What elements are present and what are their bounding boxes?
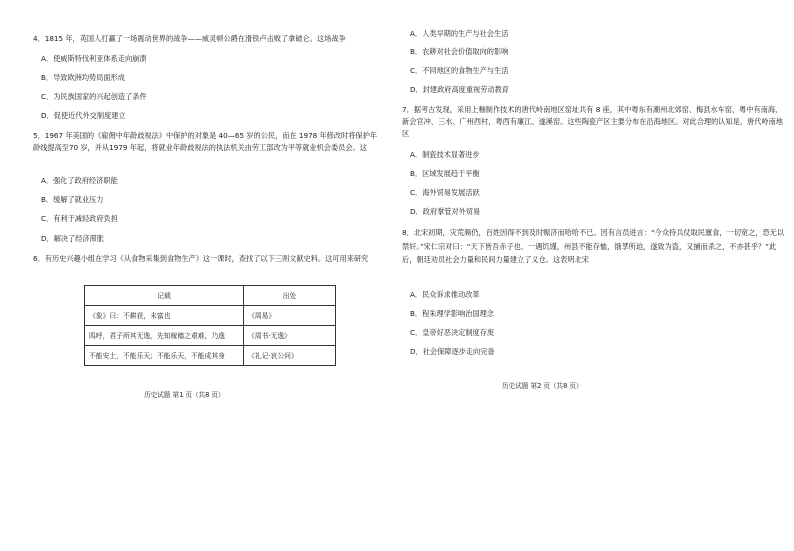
table-cell-source: 《周书·无逸》 (244, 326, 336, 346)
question-7-stem: 7．据考古发现，采用上釉制作技术的唐代岭南地区窑址共有 8 座，其中粤东有潮州北郊窑、梅县水车窑，粤中有南海、新会官冲、三水、广州西村，粤西有廉江、遂溪窑。这些陶瓷产区主要分布在沿海地区。对此合理的认知是，唐代岭南地区 (402, 105, 783, 138)
question-8-option-b: B．程朱理学影响治国理念 (410, 309, 494, 318)
question-7-option-c: C．海外贸易发展活跃 (410, 188, 480, 197)
table-row (85, 346, 336, 366)
question-5-option-a: A．强化了政府经济职能 (41, 176, 118, 185)
right-page (397, 0, 794, 551)
question-5-option-d: D．解决了经济滞胀 (41, 234, 105, 243)
table-row (85, 306, 336, 326)
question-6-option-d: D．封建政府高度重视劳动教育 (410, 85, 509, 94)
source-table (84, 285, 336, 366)
question-6-option-b: B．农耕对社会价值取向的影响 (410, 47, 509, 56)
question-4-option-c: C．为民族国家的兴起创造了条件 (41, 92, 147, 101)
question-5-option-b: B．缓解了就业压力 (41, 195, 104, 204)
question-6-option-c: C．不同地区的食物生产与生活 (410, 66, 509, 75)
table-header-source: 出处 (244, 286, 336, 306)
question-6-stem: 6．有历史兴趣小组在学习《从食物采集到食物生产》这一课时，查找了以下三则文献史料。这可用来研究 (33, 254, 369, 263)
table-cell-source: 《礼记·哀公问》 (244, 346, 336, 366)
table-cell-record: 不能安土，不能乐天；不能乐天，不能成其身 (85, 346, 244, 366)
question-4-option-b: B．导致欧洲均势局面形成 (41, 73, 125, 82)
question-6-option-a: A．人类早期的生产与社会生活 (410, 29, 509, 38)
page-footer-1: 历史试题 第1 页（共8 页） (144, 391, 225, 399)
table-cell-record: 呜呼，君子所其无逸，先知稼穑之艰难，乃逸 (85, 326, 244, 346)
question-5-stem: 5．1967 年美国的《雇佣中年龄歧视法》中保护的对象是 40—65 岁的公民，而在 1978 年修改时将保护年龄线提高至70 岁，并从1979 年起，将就业年龄歧视法的执法机关由劳工部改为平等就业机会委员会。这 (33, 131, 378, 152)
question-5-option-c: C．有利于减轻政府负担 (41, 214, 118, 223)
page-footer-2: 历史试题 第2 页（共8 页） (502, 382, 583, 390)
question-4-option-a: A．使威斯特伐利亚体系走向崩溃 (41, 54, 147, 63)
question-4-option-d: D．促使近代外交制度建立 (41, 111, 126, 120)
table-cell-source: 《周易》 (244, 306, 336, 326)
question-4-stem: 4．1815 年，英国人打赢了一场震动世界的战争——威灵顿公爵在滑铁卢击败了拿破仑。这场战争 (33, 34, 346, 43)
question-8-stem: 8．北宋初期，灾荒频仍，百姓因得不到及时赈济而哈哈不已。因有言员进言：“今众持兵仗取民廪食，一切宽之，恐无以禁奸。”宋仁宗对曰：“天下皆吾赤子也。一遇饥馑，州县不能存恤，饿莩所迫，遂致为盗，又捕而杀之，不亦甚乎？”此后，朝廷劝员社会力量和民间力量建立了义仓。这表明北宋 (402, 228, 785, 264)
question-8-option-d: D．社会保障逐步走向完备 (410, 347, 495, 356)
question-7-option-a: A．制瓷技术显著进步 (410, 150, 480, 159)
table-cell-record: 《象》曰：不耕获，未富也 (85, 306, 244, 326)
table-row (85, 326, 336, 346)
question-8-option-a: A．民众诉求推动改革 (410, 290, 480, 299)
question-7-option-d: D．政府掌管对外贸易 (410, 207, 481, 216)
question-8-option-c: C．皇帝好恶决定制度存废 (410, 328, 495, 337)
question-7-option-b: B．区域发展趋于平衡 (410, 169, 480, 178)
table-header-record: 记载 (85, 286, 244, 306)
